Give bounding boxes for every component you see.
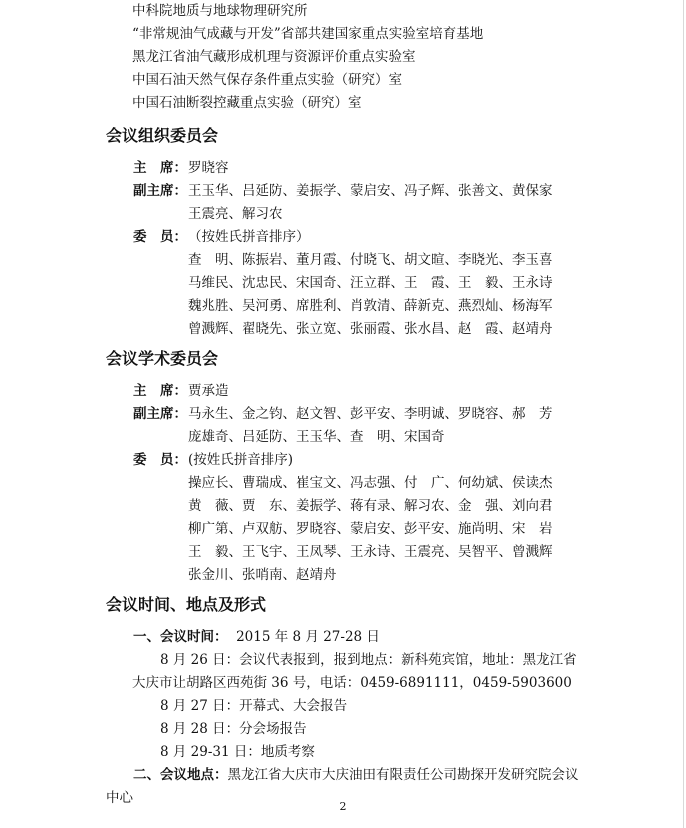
academic-chair-label: 主 席： (133, 383, 187, 399)
org-chair-name: 罗晓容 (188, 160, 229, 176)
academic-member-row (133, 450, 293, 470)
academic-vice-label: 副主席： (133, 406, 187, 422)
org-vice-row (133, 181, 553, 201)
academic-chair-row (133, 381, 229, 401)
org-member-names: 魏兆胜、吴河勇、席胜利、肖敦清、薛新克、燕烈灿、杨海军 (188, 298, 553, 314)
org-member-names: 曾溅辉、翟晓先、张立宽、张丽霞、张水昌、赵 霞、赵靖舟 (188, 321, 553, 337)
page-number: 2 (339, 800, 347, 813)
org-vice-names: 王玉华、吕延防、姜振学、蒙启安、冯子辉、张善文、黄保家 (188, 183, 553, 199)
org-chair-row (133, 158, 229, 178)
meeting-venue-value: 黑龙江省大庆市大庆油田有限责任公司勘探开发研究院会议 (227, 767, 579, 783)
academic-vice-names: 庞雄奇、吕延防、王玉华、查 明、宋国奇 (188, 429, 445, 445)
academic-member-names: 黄 薇、贾 东、姜振学、蒋有录、解习农、金 强、刘向君 (188, 498, 553, 514)
meeting-time-row (133, 627, 380, 647)
organizer-line: 中国石油断裂控藏重点实验（研究）室 (132, 95, 362, 111)
schedule-line: 8 月 27 日：开幕式、大会报告 (160, 698, 348, 714)
academic-member-names: 王 毅、王飞宇、王凤琴、王永诗、王震亮、吴智平、曾溅辉 (188, 544, 553, 560)
meeting-venue-row (133, 765, 579, 785)
org-chair-label: 主 席： (133, 160, 187, 176)
organizer-line: “非常规油气成藏与开发”省部共建国家重点实验室培育基地 (132, 26, 484, 42)
academic-vice-names: 马永生、金之钧、赵文智、彭平安、李明诚、罗晓容、郝 芳 (188, 406, 553, 422)
schedule-line: 8 月 26 日：会议代表报到，报到地点：新科苑宾馆，地址：黑龙江省 (160, 652, 577, 668)
organizer-line: 中科院地质与地球物理研究所 (132, 3, 308, 19)
meeting-info-heading: 会议时间、地点及形式 (106, 595, 267, 614)
academic-committee-heading: 会议学术委员会 (106, 349, 219, 368)
schedule-line: 大庆市让胡路区西苑街 36 号，电话：0459-6891111，0459-5903600 (132, 675, 572, 691)
org-member-names: 查 明、陈振岩、董月霞、付晓飞、胡文暄、李晓光、李玉喜 (188, 252, 553, 268)
meeting-venue-cont: 中心 (106, 790, 133, 806)
schedule-line: 8 月 29-31 日：地质考察 (160, 744, 315, 760)
meeting-time-value: 2015 年 8 月 27-28 日 (236, 629, 380, 645)
academic-member-names: 操应长、曹瑞成、崔宝文、冯志强、付 广、何幼斌、侯读杰 (188, 475, 553, 491)
org-member-note: （按姓氏拼音排序） (188, 229, 310, 245)
academic-chair-name: 贾承造 (188, 383, 229, 399)
academic-member-names: 张金川、张哨南、赵靖舟 (188, 567, 337, 583)
meeting-time-label: 一、会议时间： (133, 629, 228, 645)
org-member-row (133, 227, 310, 247)
org-member-names: 马维民、沈忠民、宋国奇、汪立群、王 霞、王 毅、王永诗 (188, 275, 553, 291)
org-member-label: 委 员： (133, 229, 187, 245)
page-edge-divider (683, 0, 684, 828)
academic-member-names: 柳广第、卢双舫、罗晓容、蒙启安、彭平安、施尚明、宋 岩 (188, 521, 553, 537)
org-vice-label: 副主席： (133, 183, 187, 199)
org-committee-heading: 会议组织委员会 (106, 126, 219, 145)
org-vice-names: 王震亮、解习农 (188, 206, 283, 222)
schedule-line: 8 月 28 日：分会场报告 (160, 721, 307, 737)
organizer-line: 中国石油天然气保存条件重点实验（研究）室 (132, 72, 402, 88)
academic-member-note: (按姓氏拼音排序) (188, 452, 294, 468)
academic-vice-row (133, 404, 553, 424)
meeting-venue-label: 二、会议地点： (133, 767, 228, 783)
academic-member-label: 委 员： (133, 452, 187, 468)
organizer-line: 黑龙江省油气藏形成机理与资源评价重点实验室 (132, 49, 416, 65)
